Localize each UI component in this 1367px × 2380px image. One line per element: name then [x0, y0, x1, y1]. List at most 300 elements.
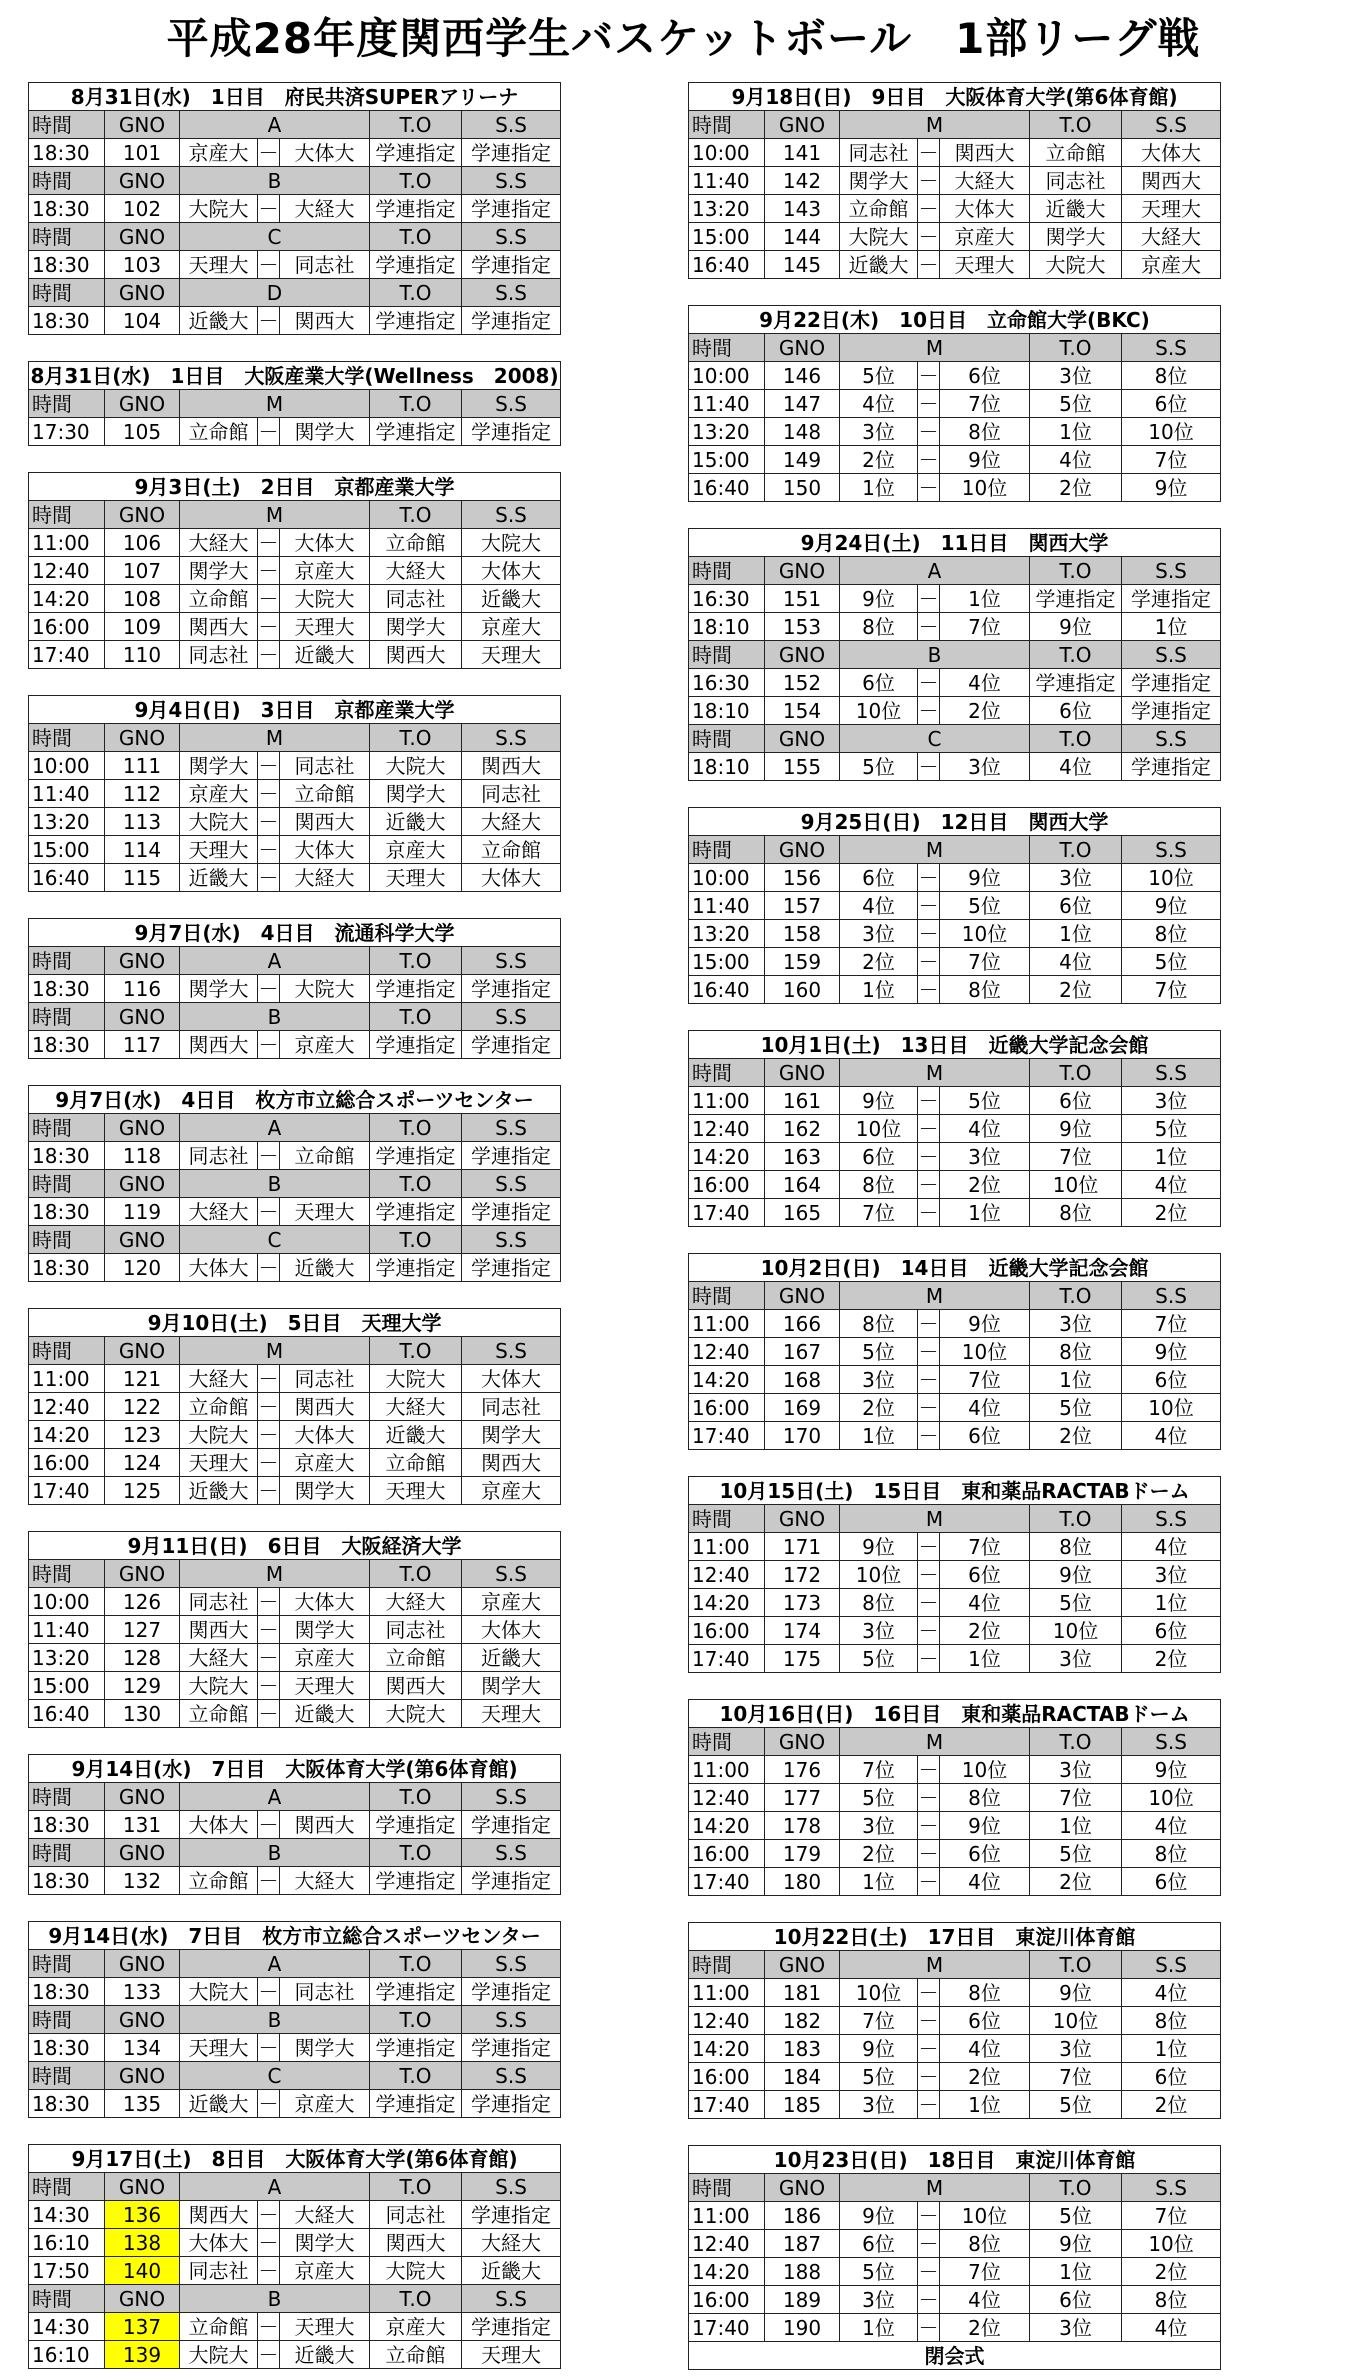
away-team: 大院大: [280, 975, 370, 1003]
table-officials: 天理大: [370, 1477, 462, 1505]
ss-header: S.S: [462, 279, 561, 307]
court-label: M: [840, 836, 1030, 864]
table-officials: 4位: [1030, 446, 1122, 474]
ss-header: S.S: [462, 1114, 561, 1142]
table-officials: 10位: [1030, 1171, 1122, 1199]
gno-header: GNO: [765, 1059, 840, 1087]
closing-ceremony-label: 閉会式: [689, 2342, 1221, 2370]
game-number: 117: [105, 1031, 180, 1059]
home-team: 3位: [840, 920, 918, 948]
away-team: 京産大: [940, 223, 1030, 251]
home-team: 京産大: [180, 780, 258, 808]
game-number: 169: [765, 1394, 840, 1422]
schedule-block: [28, 472, 561, 669]
game-row: [689, 1812, 1221, 1840]
game-number: 121: [105, 1365, 180, 1393]
away-team: 同志社: [280, 1978, 370, 2006]
gno-header: GNO: [105, 2062, 180, 2090]
schedule-block: [28, 2144, 561, 2369]
stat-scorers: 学連指定: [1122, 669, 1221, 697]
time-header: 時間: [689, 1059, 765, 1087]
game-time: 18:30: [29, 139, 105, 167]
vs-dash: －: [918, 2092, 939, 2117]
table-officials: 4位: [1030, 948, 1122, 976]
to-header: T.O: [1030, 1728, 1122, 1756]
ss-header: S.S: [1122, 1951, 1221, 1979]
game-time: 15:00: [689, 948, 765, 976]
court-label: A: [840, 557, 1030, 585]
away-team: 近畿大: [280, 2341, 370, 2369]
ss-header: S.S: [1122, 725, 1221, 753]
gno-header: GNO: [105, 2006, 180, 2034]
column-header-row: [29, 111, 561, 139]
table-officials: 1位: [1030, 1812, 1122, 1840]
game-number: 110: [105, 641, 180, 669]
game-number: 187: [765, 2230, 840, 2258]
table-officials: 8位: [1030, 1338, 1122, 1366]
vs-dash: －: [258, 781, 279, 806]
time-header: 時間: [689, 1951, 765, 1979]
column-header-row: [29, 947, 561, 975]
game-row: [29, 1477, 561, 1505]
game-row: [689, 1366, 1221, 1394]
home-team: 近畿大: [180, 864, 258, 892]
table-officials: 6位: [1030, 697, 1122, 725]
court-label: B: [180, 1003, 370, 1031]
away-team: 6位: [940, 362, 1030, 390]
game-number: 146: [765, 362, 840, 390]
stat-scorers: 7位: [1122, 976, 1221, 1004]
game-time: 18:30: [29, 1867, 105, 1895]
game-number: 158: [765, 920, 840, 948]
vs-dash: －: [258, 753, 279, 778]
home-team: 7位: [840, 1756, 918, 1784]
home-team: 同志社: [180, 1588, 258, 1616]
block-title: 9月11日(日) 6日目 大阪経済大学: [29, 1532, 561, 1560]
home-team: 9位: [840, 2202, 918, 2230]
stat-scorers: 4位: [1122, 1533, 1221, 1561]
home-team: 大院大: [180, 808, 258, 836]
game-row: [29, 1644, 561, 1672]
game-time: 14:20: [689, 1366, 765, 1394]
table-officials: 4位: [1030, 753, 1122, 781]
vs-dash: －: [258, 2314, 279, 2339]
stat-scorers: 2位: [1122, 1199, 1221, 1227]
game-number: 145: [765, 251, 840, 279]
table-officials: 5位: [1030, 1394, 1122, 1422]
home-team: 1位: [840, 1422, 918, 1450]
to-header: T.O: [370, 1839, 462, 1867]
ss-header: S.S: [462, 1783, 561, 1811]
away-team: 大経大: [280, 1867, 370, 1895]
away-team: 3位: [940, 1143, 1030, 1171]
stat-scorers: 大経大: [462, 2229, 561, 2257]
vs-dash: －: [918, 1423, 939, 1448]
table-officials: 1位: [1030, 2258, 1122, 2286]
gno-header: GNO: [105, 1560, 180, 1588]
table-officials: 立命館: [370, 1644, 462, 1672]
ss-header: S.S: [1122, 557, 1221, 585]
to-header: T.O: [370, 1950, 462, 1978]
vs-dash: －: [258, 1366, 279, 1391]
game-row: [689, 1784, 1221, 1812]
game-row: [29, 1616, 561, 1644]
game-number: 184: [765, 2063, 840, 2091]
home-team: 大体大: [180, 2229, 258, 2257]
home-team: 近畿大: [840, 251, 918, 279]
home-team: 7位: [840, 1199, 918, 1227]
block-header-row: [689, 83, 1221, 111]
column-header-row: [29, 724, 561, 752]
home-team: 大院大: [840, 223, 918, 251]
home-team: 立命館: [180, 418, 258, 446]
stat-scorers: 学連指定: [462, 2090, 561, 2118]
table-officials: 京産大: [370, 836, 462, 864]
game-row: [689, 1338, 1221, 1366]
table-officials: 学連指定: [370, 307, 462, 335]
vs-dash: －: [918, 1646, 939, 1671]
game-number: 149: [765, 446, 840, 474]
block-title: 10月1日(土) 13日目 近畿大学記念会館: [689, 1031, 1221, 1059]
schedule-block: [28, 361, 561, 446]
home-team: 大院大: [180, 1978, 258, 2006]
table-officials: 2位: [1030, 1868, 1122, 1896]
block-header-row: [29, 83, 561, 111]
to-header: T.O: [370, 1003, 462, 1031]
game-row: [689, 1533, 1221, 1561]
table-officials: 大院大: [370, 1365, 462, 1393]
column-header-row: [689, 557, 1221, 585]
vs-dash: －: [258, 1255, 279, 1280]
game-time: 18:10: [689, 753, 765, 781]
away-team: 7位: [940, 1533, 1030, 1561]
game-time: 11:00: [689, 2202, 765, 2230]
away-team: 6位: [940, 1840, 1030, 1868]
stat-scorers: 学連指定: [462, 1198, 561, 1226]
game-time: 18:30: [29, 1811, 105, 1839]
vs-dash: －: [918, 754, 939, 779]
game-time: 18:30: [29, 2034, 105, 2062]
away-team: 9位: [940, 1310, 1030, 1338]
time-header: 時間: [29, 1226, 105, 1254]
gno-header: GNO: [765, 836, 840, 864]
home-team: 3位: [840, 1617, 918, 1645]
game-time: 14:20: [689, 1143, 765, 1171]
game-number: 175: [765, 1645, 840, 1673]
game-row: [29, 1198, 561, 1226]
game-number: 177: [765, 1784, 840, 1812]
game-row: [689, 920, 1221, 948]
game-number: 143: [765, 195, 840, 223]
closing-ceremony-row: [689, 2342, 1221, 2370]
game-time: 12:40: [29, 1393, 105, 1421]
vs-dash: －: [258, 558, 279, 583]
home-team: 1位: [840, 2314, 918, 2342]
time-header: 時間: [29, 1003, 105, 1031]
game-number: 178: [765, 1812, 840, 1840]
home-team: 立命館: [840, 195, 918, 223]
table-officials: 学連指定: [370, 1867, 462, 1895]
game-row: [29, 2341, 561, 2369]
away-team: 立命館: [280, 1142, 370, 1170]
gno-header: GNO: [105, 390, 180, 418]
home-team: 5位: [840, 1645, 918, 1673]
game-row: [689, 1087, 1221, 1115]
column-header-row: [689, 641, 1221, 669]
schedule-block: [28, 1085, 561, 1282]
game-number: 157: [765, 892, 840, 920]
game-row: [689, 1199, 1221, 1227]
to-header: T.O: [370, 1170, 462, 1198]
game-number: 171: [765, 1533, 840, 1561]
away-team: 1位: [940, 1199, 1030, 1227]
game-number: 186: [765, 2202, 840, 2230]
away-team: 天理大: [280, 1672, 370, 1700]
game-number: 134: [105, 2034, 180, 2062]
table-officials: 7位: [1030, 1784, 1122, 1812]
schedule-block: [688, 305, 1221, 502]
stat-scorers: 10位: [1122, 418, 1221, 446]
gno-header: GNO: [105, 1839, 180, 1867]
vs-dash: －: [918, 1980, 939, 2005]
court-label: C: [180, 223, 370, 251]
game-row: [689, 195, 1221, 223]
home-team: 4位: [840, 892, 918, 920]
to-header: T.O: [370, 1783, 462, 1811]
game-row: [689, 2230, 1221, 2258]
home-team: 大院大: [180, 2341, 258, 2369]
away-team: 10位: [940, 2202, 1030, 2230]
game-row: [29, 752, 561, 780]
vs-dash: －: [918, 447, 939, 472]
table-officials: 大院大: [370, 2257, 462, 2285]
home-team: 2位: [840, 446, 918, 474]
stat-scorers: 京産大: [462, 1588, 561, 1616]
block-title: 9月14日(水) 7日目 大阪体育大学(第6体育館): [29, 1755, 561, 1783]
table-officials: 関西大: [370, 2229, 462, 2257]
game-row: [689, 1310, 1221, 1338]
table-officials: 2位: [1030, 976, 1122, 1004]
vs-dash: －: [918, 1590, 939, 1615]
game-time: 14:20: [689, 1589, 765, 1617]
ss-header: S.S: [462, 167, 561, 195]
game-time: 16:00: [689, 1617, 765, 1645]
away-team: 京産大: [280, 1644, 370, 1672]
to-header: T.O: [370, 223, 462, 251]
vs-dash: －: [918, 1200, 939, 1225]
away-team: 10位: [940, 474, 1030, 502]
table-officials: 9位: [1030, 613, 1122, 641]
block-title: 9月4日(日) 3日目 京都産業大学: [29, 696, 561, 724]
court-label: M: [840, 1059, 1030, 1087]
game-row: [29, 808, 561, 836]
to-header: T.O: [370, 111, 462, 139]
game-time: 12:40: [689, 1784, 765, 1812]
table-officials: 近畿大: [370, 1421, 462, 1449]
to-header: T.O: [370, 2062, 462, 2090]
vs-dash: －: [258, 1673, 279, 1698]
game-number: 124: [105, 1449, 180, 1477]
stat-scorers: 学連指定: [462, 2201, 561, 2229]
time-header: 時間: [689, 1728, 765, 1756]
time-header: 時間: [29, 223, 105, 251]
vs-dash: －: [258, 586, 279, 611]
stat-scorers: 9位: [1122, 1338, 1221, 1366]
table-officials: 学連指定: [370, 2090, 462, 2118]
court-label: C: [180, 2062, 370, 2090]
table-officials: 同志社: [370, 2201, 462, 2229]
home-team: 3位: [840, 418, 918, 446]
game-row: [689, 1143, 1221, 1171]
away-team: 5位: [940, 892, 1030, 920]
away-team: 同志社: [280, 251, 370, 279]
schedule-block: [688, 2145, 1221, 2370]
game-time: 11:00: [689, 1979, 765, 2007]
game-row: [29, 1142, 561, 1170]
table-officials: 学連指定: [370, 975, 462, 1003]
game-row: [29, 1811, 561, 1839]
court-label: A: [180, 1114, 370, 1142]
column-header-row: [29, 1783, 561, 1811]
vs-dash: －: [258, 865, 279, 890]
table-officials: 立命館: [370, 529, 462, 557]
time-header: 時間: [29, 2173, 105, 2201]
schedule-block: [28, 1754, 561, 1895]
game-row: [29, 307, 561, 335]
gno-header: GNO: [105, 1783, 180, 1811]
ss-header: S.S: [1122, 641, 1221, 669]
game-time: 12:40: [689, 2007, 765, 2035]
game-time: 11:40: [29, 780, 105, 808]
game-number: 189: [765, 2286, 840, 2314]
time-header: 時間: [689, 334, 765, 362]
away-team: 4位: [940, 1394, 1030, 1422]
game-time: 15:00: [29, 1672, 105, 1700]
game-time: 13:20: [689, 195, 765, 223]
game-number: 136: [105, 2201, 180, 2229]
court-label: M: [840, 2174, 1030, 2202]
table-officials: 天理大: [370, 864, 462, 892]
game-number: 139: [105, 2341, 180, 2369]
away-team: 1位: [940, 2091, 1030, 2119]
gno-header: GNO: [105, 279, 180, 307]
away-team: 2位: [940, 1617, 1030, 1645]
game-number: 190: [765, 2314, 840, 2342]
stat-scorers: 4位: [1122, 1979, 1221, 2007]
away-team: 6位: [940, 1561, 1030, 1589]
block-header-row: [689, 1031, 1221, 1059]
game-row: [29, 1978, 561, 2006]
vs-dash: －: [258, 140, 279, 165]
ss-header: S.S: [1122, 1282, 1221, 1310]
vs-dash: －: [918, 1116, 939, 1141]
vs-dash: －: [918, 614, 939, 639]
game-number: 181: [765, 1979, 840, 2007]
vs-dash: －: [258, 1589, 279, 1614]
block-title: 9月24日(土) 11日目 関西大学: [689, 529, 1221, 557]
vs-dash: －: [258, 2230, 279, 2255]
time-header: 時間: [29, 947, 105, 975]
court-label: D: [180, 279, 370, 307]
stat-scorers: 大体大: [462, 1365, 561, 1393]
game-row: [689, 2258, 1221, 2286]
stat-scorers: 6位: [1122, 1617, 1221, 1645]
stat-scorers: 1位: [1122, 1143, 1221, 1171]
game-row: [689, 1840, 1221, 1868]
home-team: 関学大: [180, 752, 258, 780]
vs-dash: －: [918, 865, 939, 890]
ss-header: S.S: [462, 390, 561, 418]
game-row: [29, 1365, 561, 1393]
game-time: 16:00: [689, 2286, 765, 2314]
time-header: 時間: [29, 2006, 105, 2034]
game-number: 142: [765, 167, 840, 195]
game-number: 127: [105, 1616, 180, 1644]
table-officials: 8位: [1030, 1199, 1122, 1227]
stat-scorers: 大院大: [462, 529, 561, 557]
game-row: [29, 1421, 561, 1449]
column-header-row: [29, 1226, 561, 1254]
away-team: 京産大: [280, 1449, 370, 1477]
game-time: 13:20: [29, 1644, 105, 1672]
page-title: 平成28年度関西学生バスケットボール 1部リーグ戦: [166, 14, 1201, 63]
vs-dash: －: [918, 2287, 939, 2312]
home-team: 3位: [840, 1812, 918, 1840]
home-team: 大体大: [180, 1811, 258, 1839]
table-officials: 同志社: [1030, 167, 1122, 195]
stat-scorers: 1位: [1122, 2035, 1221, 2063]
game-time: 17:40: [29, 641, 105, 669]
gno-header: GNO: [105, 724, 180, 752]
vs-dash: －: [258, 252, 279, 277]
home-team: 立命館: [180, 585, 258, 613]
ss-header: S.S: [462, 724, 561, 752]
game-number: 126: [105, 1588, 180, 1616]
column-header-row: [689, 725, 1221, 753]
game-row: [29, 195, 561, 223]
table-officials: 大院大: [370, 1700, 462, 1728]
away-team: 関学大: [280, 2034, 370, 2062]
game-row: [29, 2090, 561, 2118]
away-team: 2位: [940, 2314, 1030, 2342]
court-label: M: [840, 1951, 1030, 1979]
ss-header: S.S: [1122, 111, 1221, 139]
time-header: 時間: [689, 1282, 765, 1310]
stat-scorers: 10位: [1122, 1394, 1221, 1422]
gno-header: GNO: [765, 725, 840, 753]
vs-dash: －: [258, 419, 279, 444]
game-time: 11:00: [29, 529, 105, 557]
game-number: 101: [105, 139, 180, 167]
game-time: 15:00: [689, 223, 765, 251]
game-time: 10:00: [689, 362, 765, 390]
game-row: [689, 1589, 1221, 1617]
home-team: 1位: [840, 474, 918, 502]
time-header: 時間: [29, 1783, 105, 1811]
court-label: M: [840, 1505, 1030, 1533]
game-row: [689, 2314, 1221, 2342]
table-officials: 10位: [1030, 1617, 1122, 1645]
home-team: 同志社: [840, 139, 918, 167]
stat-scorers: 8位: [1122, 2007, 1221, 2035]
vs-dash: －: [918, 1339, 939, 1364]
away-team: 4位: [940, 2035, 1030, 2063]
gno-header: GNO: [105, 501, 180, 529]
away-team: 関学大: [280, 418, 370, 446]
game-row: [29, 557, 561, 585]
stat-scorers: 大体大: [462, 864, 561, 892]
table-officials: 学連指定: [370, 418, 462, 446]
